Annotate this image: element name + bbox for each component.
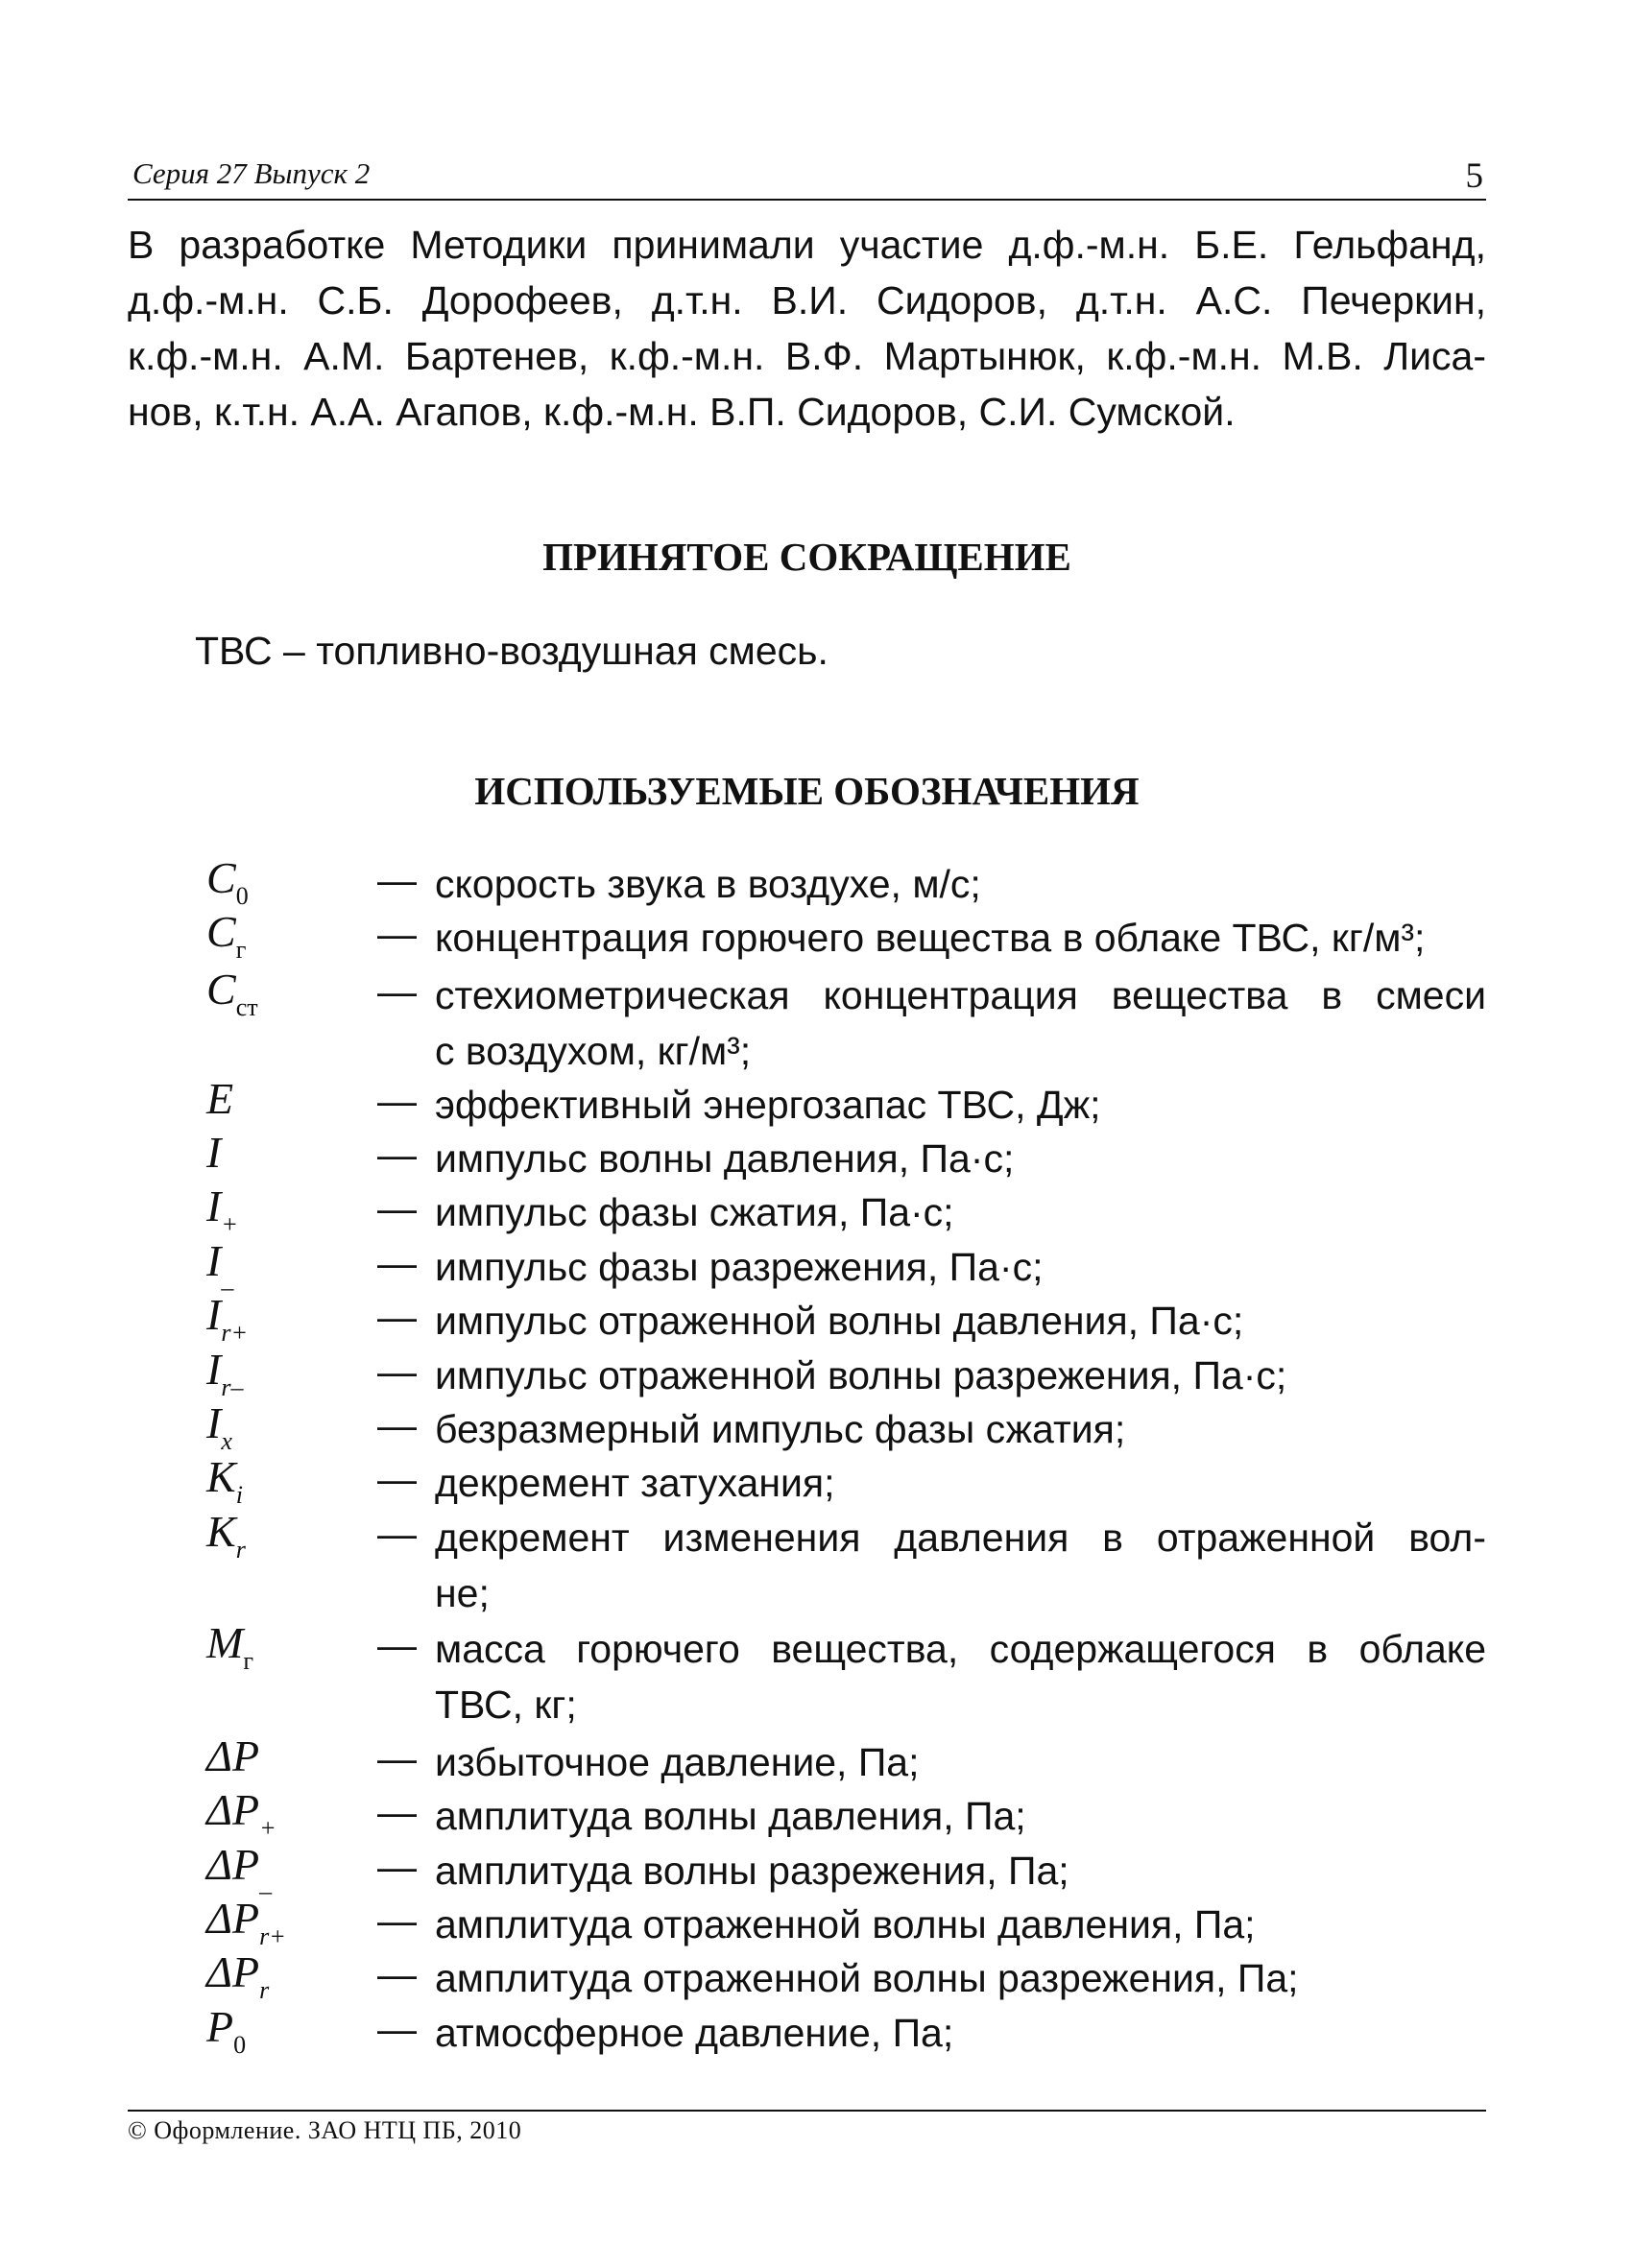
symbol-subscript: + [259, 1814, 276, 1842]
symbol-subscript: г [243, 1647, 253, 1675]
notation-symbol [206, 1506, 246, 1564]
page-header [128, 149, 1486, 201]
notation-description [435, 1455, 1486, 1511]
description-line: эффективный энергозапас ТВС, Дж; [435, 1083, 1101, 1127]
intro-line: к.ф.-м.н. А.М. Бартенев, к.ф.-м.н. В.Ф. Мартынюк, к.ф.-м.н. М.В. Лиса- [128, 334, 1486, 378]
symbol-base: ΔP [206, 1731, 260, 1780]
notation-description [435, 1184, 1486, 1240]
intro-line: В разработке Методики принимали участие д.ф.-м.н. Б.Е. Гельфанд, [128, 223, 1486, 267]
notation-dash: — [377, 1623, 417, 1667]
notation-symbol [206, 1893, 286, 1951]
notation-symbol [206, 1839, 272, 1898]
symbol-base: K [206, 1507, 236, 1556]
description-line: импульс отраженной волны разрежения, Па·с; [435, 1353, 1287, 1397]
notation-description [435, 1131, 1486, 1186]
description-line: импульс отраженной волны давления, Па·с; [435, 1299, 1244, 1343]
notation-symbol [206, 1235, 233, 1294]
symbol-base: M [206, 1618, 244, 1667]
description-line: с воздухом, кг/м³; [435, 1029, 752, 1073]
notation-symbol [206, 1181, 238, 1239]
symbol-subscript: r+ [259, 1922, 286, 1950]
notation-description [435, 1401, 1486, 1457]
intro-paragraph [128, 217, 1486, 440]
symbol-base: K [206, 1452, 236, 1501]
symbol-subscript: r [235, 1536, 246, 1564]
notation-dash: — [377, 1241, 417, 1285]
description-line: амплитуда волны давления, Па; [435, 1794, 1026, 1838]
notation-description [435, 2005, 1486, 2061]
notation-symbol [206, 1344, 243, 1402]
notation-description [435, 1950, 1486, 2006]
notation-symbol [206, 1617, 253, 1676]
copyright-footer: © Оформление. ЗАО НТЦ ПБ, 2010 [128, 2116, 522, 2144]
notation-description [435, 1897, 1486, 1952]
symbol-base: C [206, 853, 236, 902]
symbol-base: ΔP [206, 1785, 260, 1834]
description-line: масса горючего вещества, содержащегося в облаке [435, 1627, 1486, 1671]
notation-symbol [206, 1451, 243, 1510]
symbol-subscript: r+ [221, 1319, 248, 1347]
intro-line: д.ф.-м.н. С.Б. Дорофеев, д.т.н. В.И. Сидоров, д.т.н. А.С. Печеркин, [128, 278, 1486, 322]
notation-symbol [206, 852, 249, 911]
symbol-subscript: i [235, 1481, 243, 1509]
footer-divider [128, 2110, 1486, 2112]
notation-symbol [206, 906, 246, 965]
symbol-base: C [206, 965, 236, 1014]
description-line: скорость звука в воздухе, м/с; [435, 862, 981, 906]
notation-description [435, 1734, 1486, 1790]
notation-dash: — [377, 2007, 417, 2051]
symbol-base: ΔP [206, 1947, 260, 1996]
description-line: амплитуда волны разрежения, Па; [435, 1849, 1069, 1893]
notation-symbol [206, 2001, 246, 2060]
abbreviation-entry: ТВС – топливно-воздушная смесь. [195, 629, 829, 673]
description-line: амплитуда отраженной волны разрежения, Па; [435, 1956, 1299, 2000]
notation-description [435, 1077, 1486, 1133]
symbol-base: ΔP [206, 1840, 260, 1889]
notation-description [435, 1621, 1486, 1732]
notation-symbol [206, 1397, 232, 1456]
notation-dash: — [377, 1790, 417, 1834]
notation-symbol [206, 1073, 233, 1124]
intro-line: нов, к.т.н. А.А. Агапов, к.ф.-м.н. В.П. Сидоров, С.И. Сумской. [128, 390, 1236, 434]
notation-symbol [206, 1127, 221, 1178]
notation-dash: — [377, 1186, 417, 1230]
notation-dash: — [377, 1952, 417, 1996]
description-line: безразмерный импульс фазы сжатия; [435, 1407, 1126, 1451]
notation-dash: — [377, 1349, 417, 1394]
symbol-subscript: 0 [235, 882, 249, 910]
description-line: концентрация горючего вещества в облаке ТВС, кг/м³; [435, 916, 1426, 960]
notation-dash: — [377, 1079, 417, 1123]
symbol-base: I [206, 1345, 222, 1394]
series-label: Серия 27 Выпуск 2 [132, 156, 371, 190]
notation-dash: — [377, 969, 417, 1014]
notation-description [435, 1239, 1486, 1295]
notation-dash: — [377, 1898, 417, 1943]
notation-dash: — [377, 912, 417, 956]
symbol-subscript: x [221, 1427, 232, 1455]
symbol-base: E [206, 1074, 234, 1123]
abbreviations-heading: ПРИНЯТОЕ СОКРАЩЕНИЕ [542, 535, 1071, 579]
description-line: декремент затухания; [435, 1461, 835, 1505]
symbol-base: ΔP [206, 1894, 260, 1943]
symbol-base: I [206, 1236, 222, 1285]
description-line: стехиометрическая концентрация вещества в смеси [435, 973, 1486, 1017]
notation-symbol [206, 1289, 248, 1348]
description-line: импульс фазы разрежения, Па·с; [435, 1245, 1044, 1289]
description-line: атмосферное давление, Па; [435, 2011, 954, 2055]
notation-heading: ИСПОЛЬЗУЕМЫЕ ОБОЗНАЧЕНИЯ [474, 769, 1140, 813]
notation-dash: — [377, 1512, 417, 1556]
notation-dash: — [377, 1295, 417, 1339]
notation-dash: — [377, 1133, 417, 1177]
notation-description [435, 1788, 1486, 1844]
notation-description [435, 1843, 1486, 1898]
notation-description [435, 967, 1486, 1079]
notation-symbol [206, 1784, 276, 1843]
symbol-base: I [206, 1128, 222, 1177]
notation-dash: — [377, 858, 417, 902]
description-line: избыточное давление, Па; [435, 1740, 920, 1784]
symbol-base: P [206, 2002, 234, 2051]
description-line: не; [435, 1571, 490, 1615]
symbol-base: I [206, 1398, 222, 1447]
symbol-subscript: 0 [233, 2031, 247, 2059]
page-number: 5 [1465, 156, 1483, 196]
description-line: ТВС, кг; [435, 1683, 577, 1727]
symbol-subscript: r– [221, 1373, 244, 1401]
notation-dash: — [377, 1736, 417, 1780]
symbol-subscript: r [259, 1976, 270, 2004]
notation-description [435, 1293, 1486, 1349]
notation-symbol [206, 964, 258, 1022]
symbol-base: I [206, 1290, 222, 1339]
symbol-base: I [206, 1182, 222, 1230]
symbol-subscript: г [235, 936, 247, 964]
notation-description [435, 910, 1486, 966]
description-line: декремент изменения давления в отраженной вол- [435, 1516, 1486, 1560]
symbol-subscript: _ [259, 1869, 273, 1897]
notation-dash: — [377, 1403, 417, 1447]
notation-symbol [206, 1946, 269, 2005]
notation-description [435, 1510, 1486, 1621]
symbol-subscript: ст [235, 993, 258, 1021]
notation-symbol [206, 1731, 259, 1781]
symbol-base: C [206, 907, 236, 956]
symbol-subscript: + [221, 1210, 238, 1238]
notation-description [435, 856, 1486, 912]
notation-dash: — [377, 1845, 417, 1889]
notation-dash: — [377, 1457, 417, 1501]
symbol-subscript: _ [221, 1265, 234, 1293]
description-line: амплитуда отраженной волны давления, Па; [435, 1902, 1256, 1946]
description-line: импульс волны давления, Па·с; [435, 1136, 1015, 1181]
description-line: импульс фазы сжатия, Па·с; [435, 1190, 954, 1234]
notation-description [435, 1348, 1486, 1403]
